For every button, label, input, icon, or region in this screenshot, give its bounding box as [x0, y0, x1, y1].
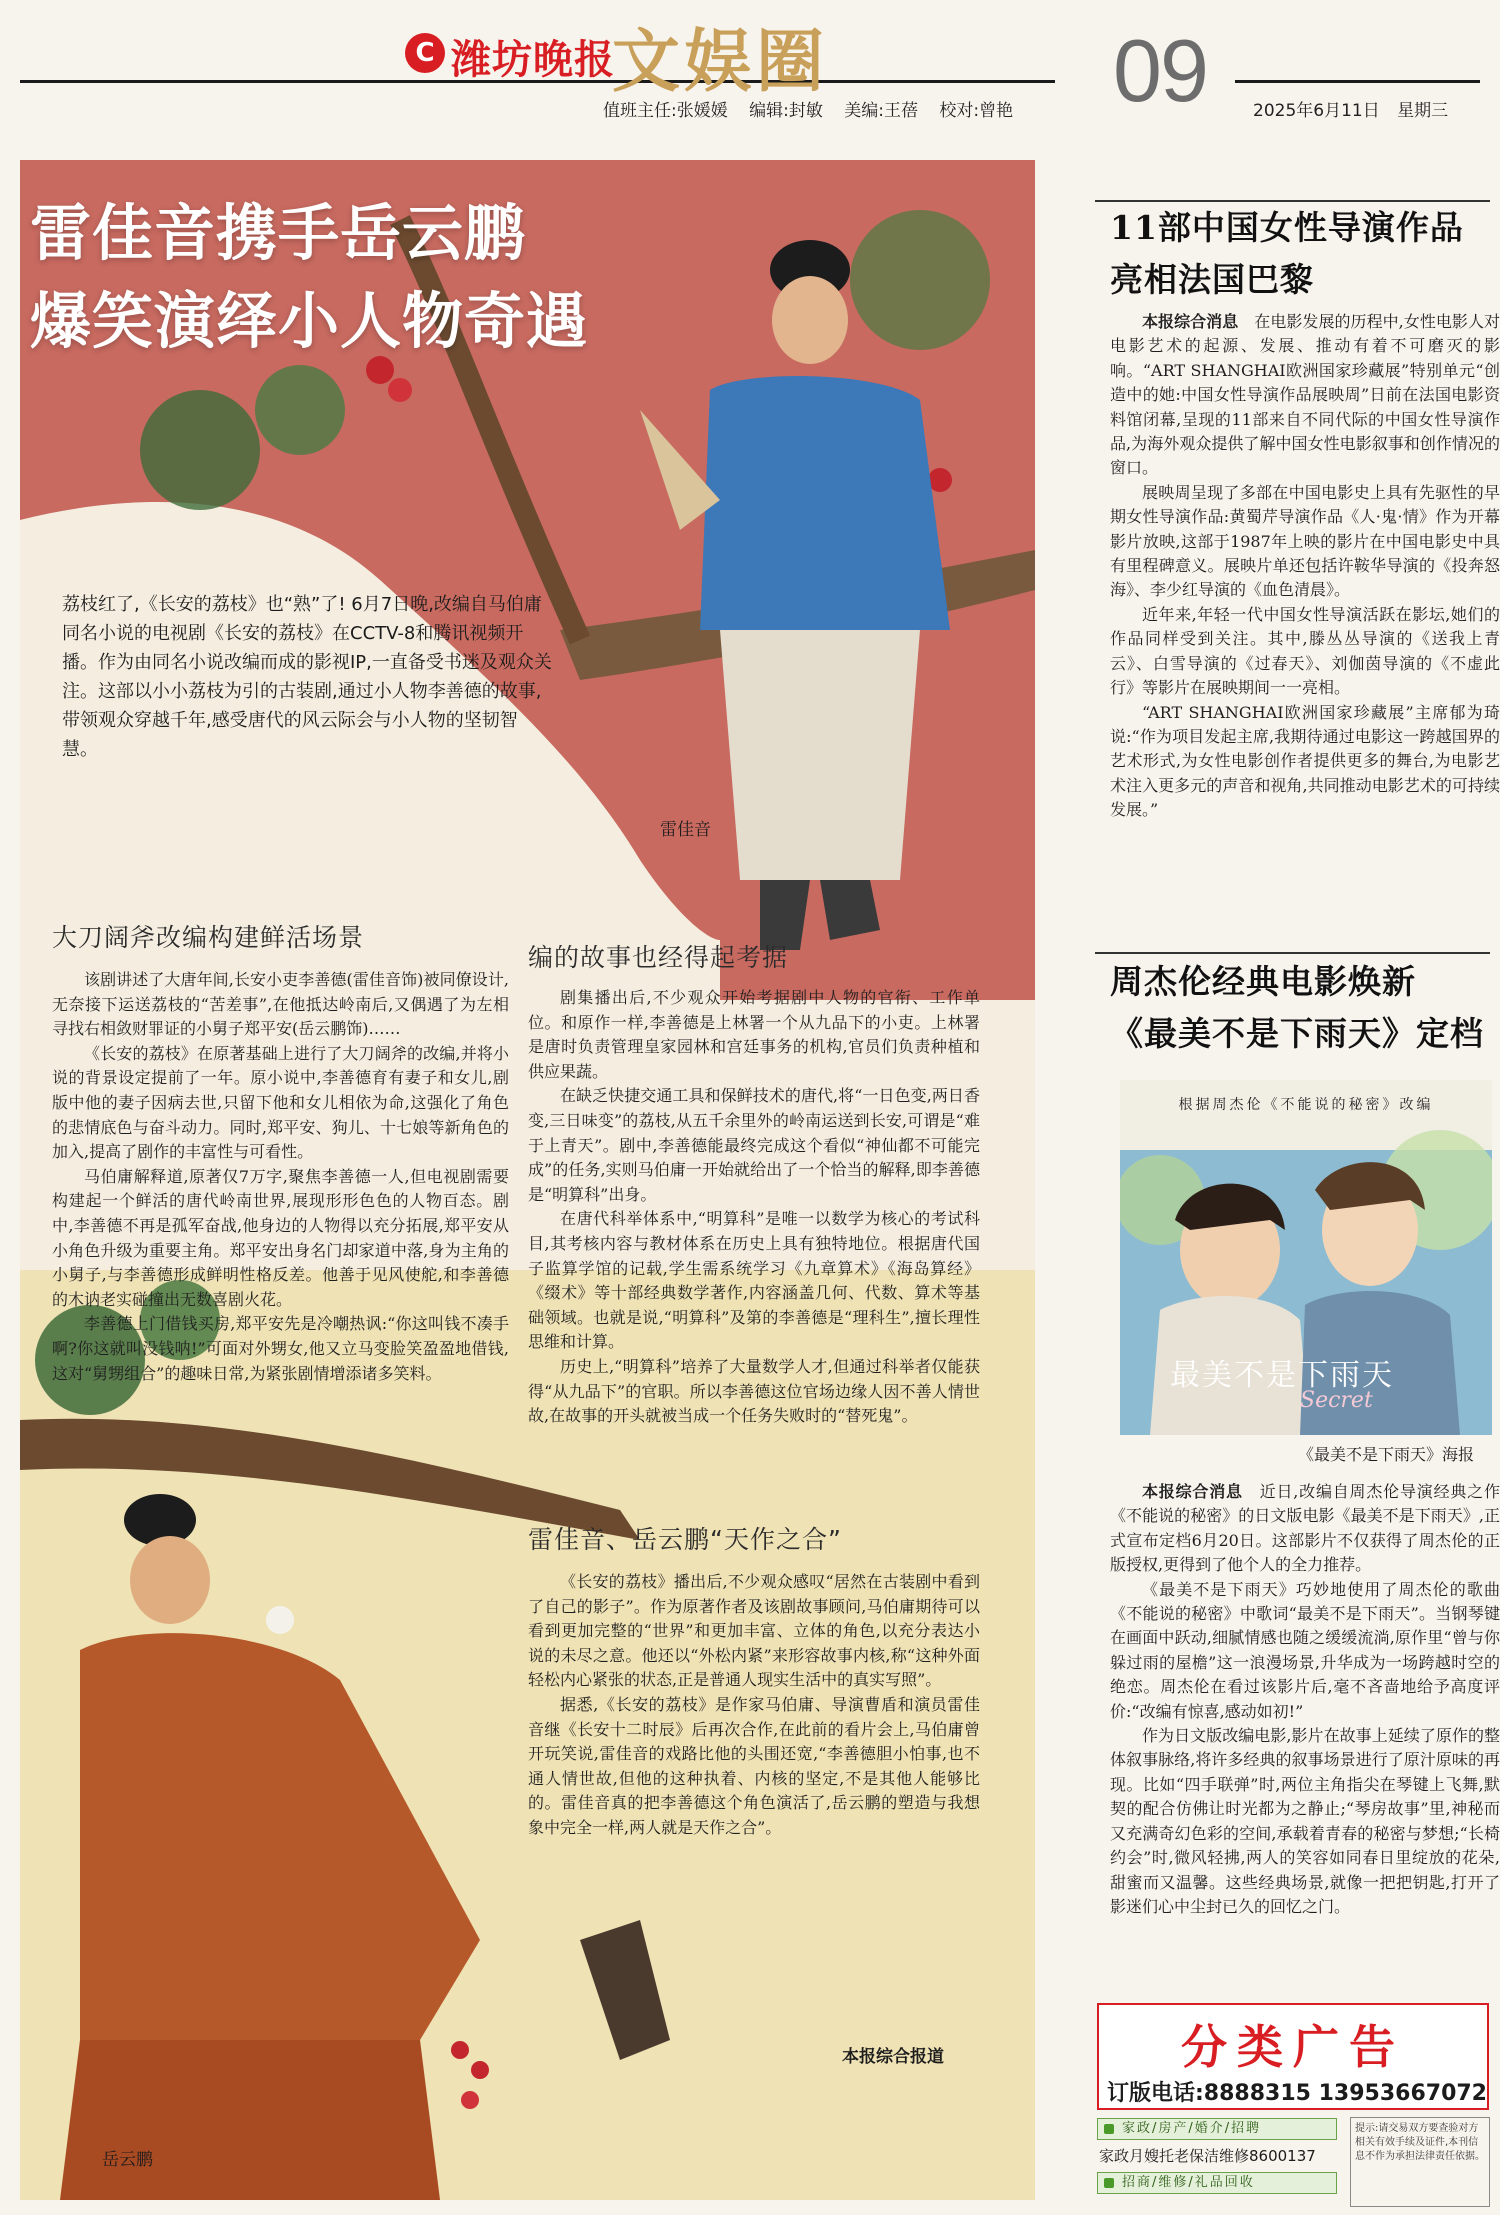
poster-caption: 《最美不是下雨天》海报 — [1298, 1445, 1475, 1464]
credit-art: 美编:王蓓 — [844, 101, 919, 121]
credit-chief: 值班主任:张媛媛 — [603, 101, 728, 121]
section-3-para: 据悉,《长安的荔枝》是作家马伯庸、导演曹盾和演员雷佳音继《长安十二时辰》后再次合作,在此前的看片会上,马伯庸曾开玩笑说,雷佳音的戏路比他的头围还宽,“李善德胆小怕事,也不通人情世故,但他的这种执着、内核的坚定,不是其他人能够比的。雷佳音真的把李善德这个角色演活了,岳云鹏的塑造与我想象中完全一样,两人就是天作之合”。 — [528, 1694, 980, 1837]
article-2-para: 近日,改编自周杰伦导演经典之作《不能说的秘密》的日文版电影《最美不是下雨天》,正式宣布定档6月20日。这部影片不仅获得了周杰伦的正版授权,更得到了他个人的全力推荐。 — [1110, 1482, 1500, 1575]
bullet-icon — [1104, 2124, 1114, 2134]
page-number: 09 — [1113, 21, 1207, 120]
ad-notice: 提示:请交易双方要查验对方相关有效手续及证件,本刊信息不作为承担法律责任依据。 — [1350, 2117, 1490, 2207]
issue-date — [1253, 96, 1460, 121]
weekday: 星期三 — [1397, 101, 1449, 121]
headline-line-2: 爆笑演绎小人物奇遇 — [30, 286, 589, 357]
article-1-para: “ART SHANGHAI欧洲国家珍藏展”主席郁为琦说:“作为项目发起主席,我期待通过电影这一跨越国界的艺术形式,为女性电影创作者提供更多的舞台,为电影艺术注入更多元的声音和视角,共同推动电影艺术的可持续发展。” — [1110, 702, 1500, 820]
photo-caption-top: 雷佳音 — [660, 820, 711, 840]
feature-lead: 荔枝红了,《长安的荔枝》也“熟”了! 6月7日晚,改编自马伯庸同名小说的电视剧《长安的荔枝》在CCTV-8和腾讯视频开播。作为由同名小说改编而成的影视IP,一直备受书迷及观众关注。这部以小小荔枝为引的古装剧,通过小人物李善德的故事,带领观众穿越千年,感受唐代的风云际会与小人物的坚韧智慧。 — [62, 594, 552, 760]
section-1-title: 大刀阔斧改编构建鲜活场景 — [52, 923, 365, 952]
article-1-body — [1110, 310, 1500, 823]
classified-ad — [1097, 2003, 1489, 2110]
masthead-rule-right — [1235, 80, 1480, 83]
article-2-title — [1110, 956, 1484, 1060]
article-1-para: 近年来,年轻一代中国女性导演活跃在影坛,她们的作品同样受到关注。其中,滕丛丛导演的《送我上青云》、白雪导演的《过春天》、刘伽茵导演的《不虚此行》等影片在展映期间一一亮相。 — [1110, 604, 1500, 698]
headline-line-1: 雷佳音携手岳云鹏 — [30, 198, 527, 269]
section-2-para: 剧集播出后,不少观众开始考据剧中人物的官衔、工作单位。和原作一样,李善德是上林署一个从九品下的小吏。上林署是唐时负责管理皇家园林和宫廷事务的机构,官员们负责种植和供应果蔬。 — [528, 988, 980, 1081]
section-1-para: 《长安的荔枝》在原著基础上进行了大刀阔斧的改编,并将小说的背景设定提前了一年。原小说中,李善德育有妻子和女儿,剧版中他的妻子因病去世,只留下他和女儿相依为命,这强化了角色的悲情底色与奋斗动力。同时,郑平安、狗儿、十七娘等新角色的加入,提高了剧作的丰富性与可看性。 — [52, 1043, 509, 1162]
feature-byline: 本报综合报道 — [842, 2047, 944, 2067]
ad-listing: 家政月嫂托老保洁维修8600137 — [1099, 2147, 1316, 2165]
article-2-title-line-2: 《最美不是下雨天》定档 — [1110, 1014, 1484, 1053]
article-2-source: 本报综合消息 — [1142, 1482, 1243, 1501]
section-1-para: 马伯庸解释道,原著仅7万字,聚焦李善德一人,但电视剧需要构建起一个鲜活的唐代岭南世界,展现形形色色的人物百态。剧中,李善德不再是孤军奋战,他身边的人物得以充分拓展,郑平安从小角色升级为重要主角。郑平安出身名门却家道中落,身为主角的小舅子,与李善德形成鲜明性格反差。他善于见风使舵,和李善德的木讷老实碰撞出无数喜剧火花。 — [52, 1166, 509, 1309]
section-name: 文娱圈 — [612, 22, 829, 102]
article-2-body — [1110, 1480, 1500, 1919]
article-1-title-line-1: 11部中国女性导演作品 — [1110, 208, 1464, 247]
section-3-title: 雷佳音、岳云鹏“天作之合” — [528, 1525, 842, 1554]
article-1-title-line-2: 亮相法国巴黎 — [1110, 260, 1314, 299]
article-2-para: 作为日文版改编电影,影片在故事上延续了原作的整体叙事脉络,将许多经典的叙事场景进行了原汁原味的再现。比如“四手联弹”时,两位主角指尖在琴键上飞舞,默契的配合仿佛让时光都为之静止;“琴房故事”里,神秘而又充满奇幻色彩的空间,承载着青春的秘密与梦想;“长椅约会”时,微风轻拂,两人的笑容如同春日里绽放的花朵,甜蜜而又温馨。这些经典场景,就像一把把钥匙,打开了影迷们心中尘封已久的回忆之门。 — [1110, 1726, 1500, 1916]
editor-credits — [603, 96, 1029, 121]
section-2-para: 在缺乏快捷交通工具和保鲜技术的唐代,将“一日色变,两日香变,三日味变”的荔枝,从五千余里外的岭南运送到长安,可谓是“难于上青天”。剧中,李善德能最终完成这个看似“神仙都不可能完成”的任务,实则马伯庸一开始就给出了一个恰当的解释,即李善德是“明算科”出身。 — [528, 1086, 980, 1204]
credit-editor: 编辑:封敏 — [749, 101, 823, 121]
movie-poster — [1120, 1080, 1492, 1435]
article-1-para: 在电影发展的历程中,女性电影人对电影艺术的起源、发展、推动有着不可磨灭的影响。“ART SHANGHAI欧洲国家珍藏展”特别单元“创造中的她:中国女性导演作品展映周”日前在法国电影资料馆闭幕,呈现的11部来自不同代际的中国女性导演作品,为海外观众提供了解中国女性电影叙事和创作情况的窗口。 — [1110, 312, 1500, 478]
ad-title: 分类广告 — [1181, 2020, 1405, 2074]
bullet-icon — [1104, 2178, 1114, 2188]
section-1-para: 李善德上门借钱买房,郑平安先是冷嘲热讽:“你这叫钱不凑手啊?你这就叫没钱呐!”可面对外甥女,他又立马变脸笑盈盈地借钱,这对“舅甥组合”的趣味日常,为紧张剧情增添诸多笑料。 — [52, 1314, 509, 1383]
right-column-rule — [1095, 952, 1490, 954]
section-2-title: 编的故事也经得起考据 — [528, 943, 789, 972]
section-2-body — [528, 986, 980, 1429]
section-2-para: 历史上,“明算科”培养了大量数学人才,但通过科举者仅能获得“从九品下”的官职。所以李善德这位官场边缘人因不善人情世故,在故事的开头就被当成一个任务失败时的“替死鬼”。 — [528, 1356, 980, 1426]
ad-phone: 订版电话:8888315 13953667072 — [1107, 2081, 1487, 2106]
date: 2025年6月11日 — [1253, 101, 1380, 121]
section-2-para: 在唐代科举体系中,“明算科”是唯一以数学为核心的考试科目,其考核内容与教材体系在历史上具有独特地位。根据唐代国子监算学馆的记载,学生需系统学习《九章算术》《海岛算经》《缀术》等十部经典数学著作,内容涵盖几何、代数、算术等基础领域。也就是说,“明算科”及第的李善德是“理科生”,擅长理性思维和计算。 — [528, 1209, 980, 1352]
poster-tagline: 根据周杰伦《不能说的秘密》改编 — [1178, 1097, 1434, 1113]
paper-name: 潍坊晚报 — [451, 37, 615, 83]
photo-caption-bottom: 岳云鹏 — [102, 2150, 153, 2170]
section-1-para: 该剧讲述了大唐年间,长安小吏李善德(雷佳音饰)被同僚设计,无奈接下运送荔枝的“苦差事”,在他抵达岭南后,又偶遇了为左相寻找右相敛财罪证的小舅子郑平安(岳云鹏饰)…… — [52, 970, 509, 1039]
ad-category-label: 家政/房产/婚介/招聘 — [1122, 2121, 1262, 2136]
poster-subtitle: Secret — [1300, 1388, 1373, 1413]
newspaper-logo-icon: C — [405, 33, 445, 73]
article-1-title — [1110, 202, 1464, 306]
ad-category-bar — [1097, 2118, 1337, 2140]
article-2-title-line-1: 周杰伦经典电影焕新 — [1110, 962, 1416, 1001]
feature-headline — [30, 190, 588, 366]
ad-category-bar — [1097, 2172, 1337, 2194]
article-2-para: 《最美不是下雨天》巧妙地使用了周杰伦的歌曲《不能说的秘密》中歌词“最美不是下雨天”。当钢琴键在画面中跃动,细腻情感也随之缓缓流淌,原作里“曾与你躲过雨的屋檐”这一浪漫场景,升华成为一场跨越时空的绝恋。周杰伦在看过该影片后,毫不吝啬地给予高度评价:“改编有惊喜,感动如初!” — [1110, 1579, 1500, 1721]
article-1-source: 本报综合消息 — [1142, 312, 1239, 331]
article-1-para: 展映周呈现了多部在中国电影史上具有先驱性的早期女性导演作品:黄蜀芹导演作品《人·鬼·情》作为开幕影片放映,这部于1987年上映的影片在中国电影史中具有里程碑意义。展映片单还包括许鞍华导演的《投奔怒海》、李少红导演的《血色清晨》。 — [1110, 482, 1500, 600]
section-3-para: 《长安的荔枝》播出后,不少观众感叹“居然在古装剧中看到了自己的影子”。作为原著作者及该剧故事顾问,马伯庸期待可以看到更加完整的“世界”和更加丰富、立体的角色,以充分表达小说的未尽之意。他还以“外松内紧”来形容故事内核,称“这种外面轻松内心紧张的状态,正是普通人现实生活中的真实写照”。 — [528, 1572, 980, 1690]
section-1-body — [52, 968, 509, 1386]
credit-proof: 校对:曾艳 — [939, 101, 1014, 121]
section-3-body — [528, 1570, 980, 1841]
ad-category-label: 招商/维修/礼品回收 — [1122, 2175, 1255, 2190]
poster-title: 最美不是下雨天 — [1170, 1358, 1394, 1393]
feature-article — [20, 160, 1035, 2200]
